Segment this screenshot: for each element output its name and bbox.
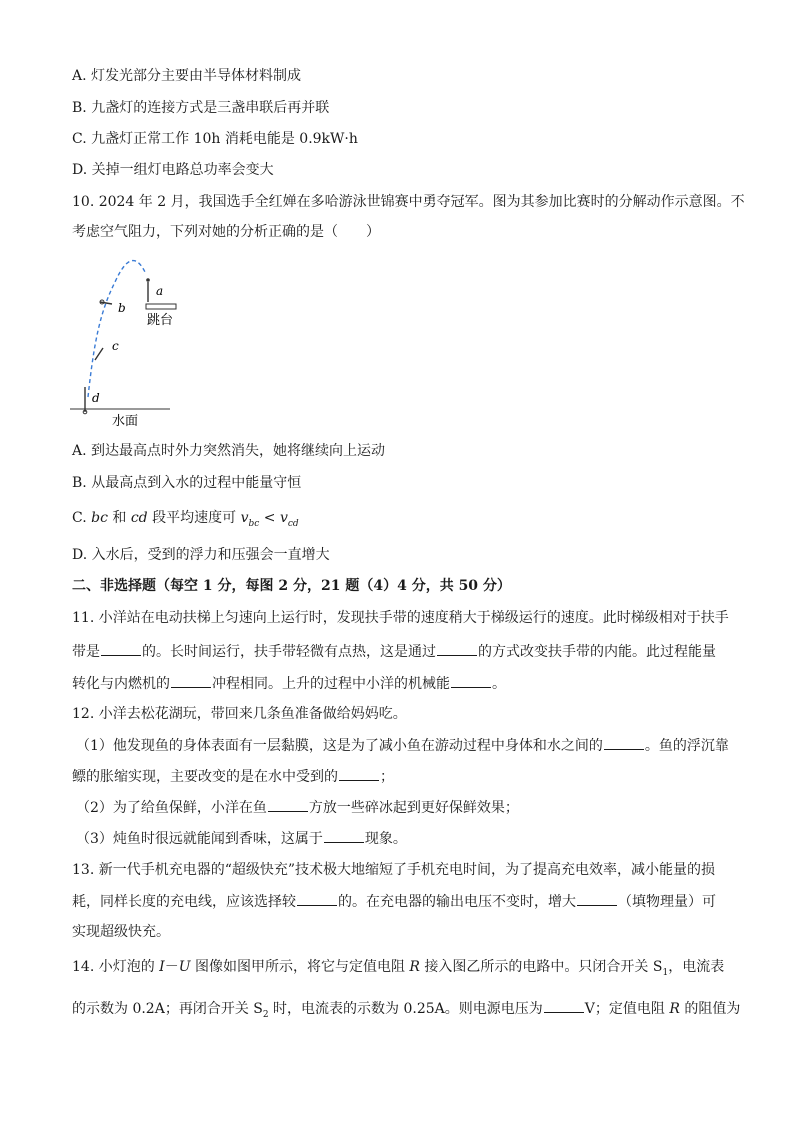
section-2-title: 二、非选择题（每空 1 分，每图 2 分，21 题（4）4 分，共 50 分） bbox=[72, 578, 511, 594]
diver-c-shape bbox=[95, 348, 103, 360]
q13-line3: 实现超级快充。 bbox=[72, 924, 170, 940]
figure-label-d: d bbox=[92, 391, 100, 405]
q14-line1: 14. 小灯泡的 I－U 图像如图甲所示，将它与定值电阻 R 接入图乙所示的电路中。只闭合开关 $S_1$，电流表 bbox=[72, 959, 725, 978]
q9-option-c: C. 九盏灯正常工作 10h 消耗电能是 0.9kW·h bbox=[72, 131, 358, 147]
q11-line1: 11. 小洋站在电动扶梯上匀速向上运行时，发现扶手带的速度稍大于梯级运行的速度。此时梯级相对于扶手 bbox=[72, 610, 729, 626]
q13-line1: 13. 新一代手机充电器的“超级快充”技术极大地缩短了手机充电时间，为了提高充电效率，减小能量的损 bbox=[72, 862, 716, 878]
q9-option-a: A. 灯发光部分主要由半导体材料制成 bbox=[72, 68, 302, 84]
figure-label-b: b bbox=[118, 301, 126, 315]
answer-blank bbox=[171, 673, 211, 688]
q10-option-c: C. bc 和 cd 段平均速度可 $v_{bc} < v_{cd}$ bbox=[72, 510, 299, 529]
answer-blank bbox=[437, 641, 477, 656]
answer-blank bbox=[324, 828, 364, 843]
answer-blank bbox=[451, 673, 491, 688]
q9-option-d: D. 关掉一组灯电路总功率会变大 bbox=[72, 162, 274, 178]
diving-figure bbox=[70, 252, 190, 432]
q12-part3: （3）炖鱼时很远就能闻到香味，这属于 现象。 bbox=[76, 828, 407, 849]
trajectory-dashed-line bbox=[88, 261, 145, 397]
answer-blank bbox=[577, 891, 617, 906]
q12-part1-line1: （1）他发现鱼的身体表面有一层黏膜，这是为了减小鱼在游动过程中身体和水之间的 。鱼的浮沉靠 bbox=[76, 735, 729, 756]
q11-line3: 转化与内燃机的 冲程相同。上升的过程中小洋的机械能 。 bbox=[72, 673, 506, 694]
q12-part2: （2）为了给鱼保鲜，小洋在鱼 方放一些碎冰起到更好保鲜效果； bbox=[76, 797, 519, 818]
q10-option-b: B. 从最高点到入水的过程中能量守恒 bbox=[72, 475, 302, 491]
figure-platform-label: 跳台 bbox=[147, 313, 174, 328]
q11-line2: 带是 的。长时间运行，扶手带轻微有点热，这是通过 的方式改变扶手带的内能。此过程能量 bbox=[72, 641, 716, 662]
q9-option-b: B. 九盏灯的连接方式是三盏串联后再并联 bbox=[72, 100, 330, 116]
figure-label-c: c bbox=[112, 339, 119, 353]
platform-shape bbox=[146, 304, 176, 309]
answer-blank bbox=[544, 998, 584, 1013]
figure-water-label: 水面 bbox=[112, 414, 139, 429]
q10-stem-line1: 10. 2024 年 2 月，我国选手全红婵在多哈游泳世锦赛中勇夺冠军。图为其参加比赛时的分解动作示意图。不 bbox=[72, 194, 745, 210]
answer-blank bbox=[268, 797, 308, 812]
q10-option-d: D. 入水后，受到的浮力和压强会一直增大 bbox=[72, 547, 330, 563]
q14-line2: 的示数为 0.2A；再闭合开关 $S_2$ 时，电流表的示数为 0.25A。则电源电压为 V；定值电阻 R 的阻值为 bbox=[72, 998, 740, 1025]
answer-blank bbox=[101, 641, 141, 656]
answer-blank bbox=[604, 735, 644, 750]
q13-line2: 耗，同样长度的充电线，应该选择较 的。在充电器的输出电压不变时，增大 （填物理量）可 bbox=[72, 891, 716, 912]
q10-option-a: A. 到达最高点时外力突然消失，她将继续向上运动 bbox=[72, 443, 386, 459]
q12-part1-line2: 鳔的胀缩实现，主要改变的是在水中受到的 ； bbox=[72, 766, 394, 787]
q12-stem: 12. 小洋去松花湖玩，带回来几条鱼准备做给妈妈吃。 bbox=[72, 706, 407, 722]
q10-stem-line2: 考虑空气阻力，下列对她的分析正确的是（ ） bbox=[72, 224, 380, 240]
figure-label-a: a bbox=[156, 284, 164, 298]
answer-blank bbox=[339, 766, 379, 781]
answer-blank bbox=[297, 891, 337, 906]
